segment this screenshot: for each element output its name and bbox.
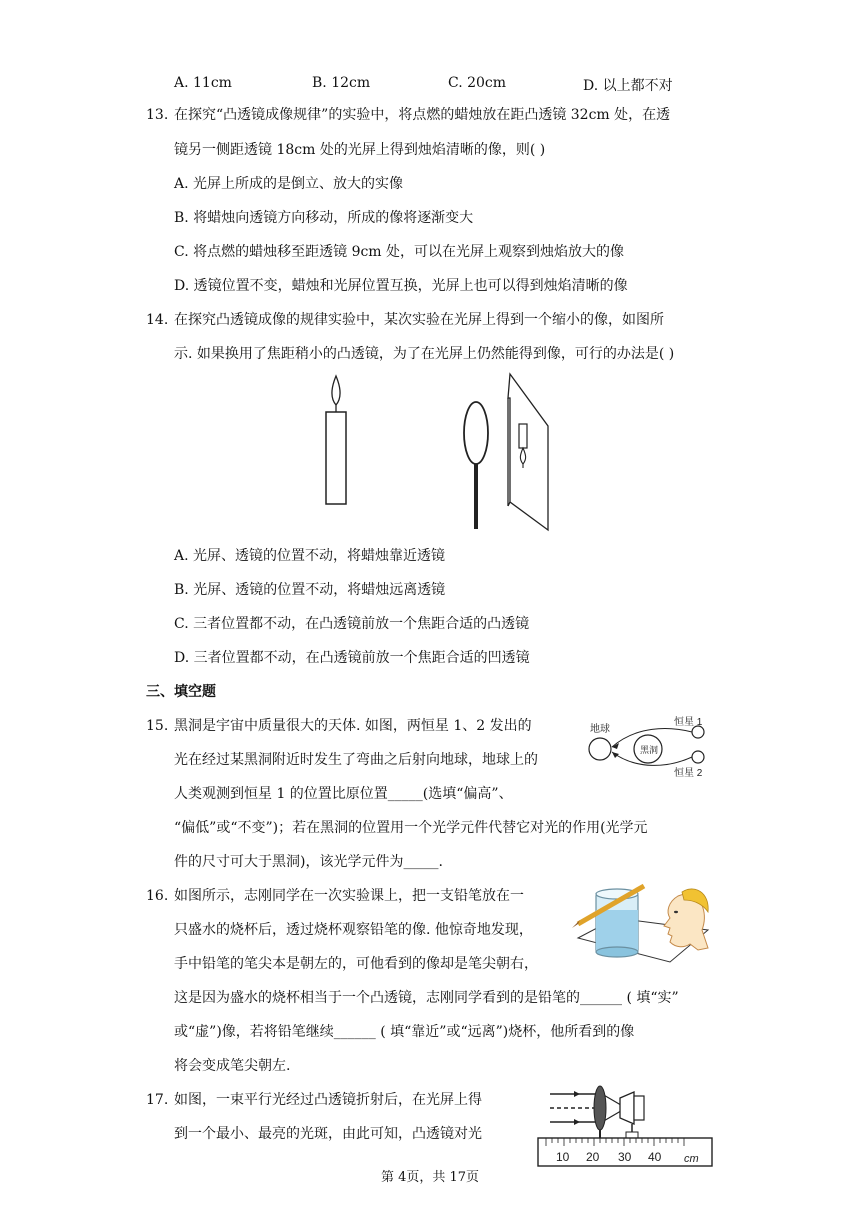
question-text: 或“虚”)像，若将铅笔继续______ ( 填“靠近”或“远离”)烧杯，他所看到的像 (174, 1024, 635, 1040)
question-text: 如图所示，志刚同学在一次实验课上，把一支铅笔放在一 (174, 888, 524, 904)
convex-lens-icon (594, 1086, 606, 1130)
q13-option-a: A. 光屏上所成的是倒立、放大的实像 (174, 176, 404, 192)
ruler (538, 1138, 712, 1166)
question-text: 这是因为盛水的烧杯相当于一个凸透镜，志刚同学看到的是铅笔的______ ( 填“实” (174, 990, 679, 1006)
earth-icon (589, 738, 611, 760)
question-text: 黑洞是宇宙中质量很大的天体. 如图，两恒星 1、2 发出的 (174, 718, 532, 734)
ruler-unit: cm (684, 1153, 699, 1165)
convex-lens-icon (464, 402, 488, 529)
star-2-label: 恒星 2 (674, 768, 703, 778)
candle-icon (326, 376, 346, 504)
face-icon (664, 889, 708, 950)
question-text: 在探究凸透镜成像的规律实验中，某次实验在光屏上得到一个缩小的像，如图所 (174, 312, 664, 328)
q14-option-c: C. 三者位置都不动，在凸透镜前放一个焦距合适的凸透镜 (174, 616, 530, 632)
question-text: 到一个最小、最亮的光斑，由此可知，凸透镜对光 (174, 1126, 482, 1142)
q12-option-c: C. 20cm (448, 75, 507, 91)
ruler-label: 30 (618, 1150, 632, 1164)
ruler-label: 20 (586, 1150, 600, 1164)
q12-option-d: D. 以上都不对 (583, 78, 673, 94)
q12-option-b: B. 12cm (312, 75, 371, 91)
question-text: 手中铅笔的笔尖本是朝左的，可他看到的像却是笔尖朝右， (174, 956, 538, 972)
section-title: 三、填空题 (146, 684, 216, 700)
question-text: 只盛水的烧杯后，透过烧杯观察铅笔的像. 他惊奇地发现， (174, 922, 533, 938)
q13-option-c: C. 将点燃的蜡烛移至距透镜 9cm 处，可以在光屏上观察到烛焰放大的像 (174, 244, 625, 260)
question-text: 镜另一侧距透镜 18cm 处的光屏上得到烛焰清晰的像，则( ) (174, 142, 546, 158)
black-hole-figure (586, 712, 712, 778)
earth-label: 地球 (590, 724, 610, 735)
question-text: 示. 如果换用了焦距稍小的凸透镜，为了在光屏上仍然能得到像，可行的办法是( ) (174, 346, 675, 362)
optical-bench-figure (534, 1082, 714, 1168)
light-screen-icon (508, 374, 548, 530)
question-text: 光在经过某黑洞附近时发生了弯曲之后射向地球，地球上的 (174, 752, 538, 768)
star-1-label: 恒星 1 (674, 717, 703, 728)
q14-option-d: D. 三者位置都不动，在凸透镜前放一个焦距合适的凹透镜 (174, 650, 530, 666)
ruler-label: 40 (648, 1150, 662, 1164)
question-text: 如图，一束平行光经过凸透镜折射后，在光屏上得 (174, 1092, 482, 1108)
question-number: 16. (146, 888, 169, 904)
ruler-label: 10 (556, 1150, 570, 1164)
q13-option-d: D. 透镜位置不变，蜡烛和光屏位置互换，光屏上也可以得到烛焰清晰的像 (174, 278, 628, 294)
question-text: 在探究“凸透镜成像规律”的实验中，将点燃的蜡烛放在距凸透镜 32cm 处，在透 (174, 107, 671, 123)
question-number: 15. (146, 718, 169, 734)
light-screen-icon (620, 1092, 644, 1140)
question-number: 17. (146, 1092, 169, 1108)
question-text: 人类观测到恒星 1 的位置比原位置_____(选填“偏高”、 (174, 786, 513, 802)
parallel-light-rays (550, 1091, 626, 1125)
question-text: “偏低”或“不变”)；若在黑洞的位置用一个光学元件代替它对光的作用(光学元 (174, 820, 648, 836)
q13-option-b: B. 将蜡烛向透镜方向移动，所成的像将逐渐变大 (174, 210, 474, 226)
question-number: 14. (146, 312, 169, 328)
q12-option-a: A. 11cm (174, 75, 232, 91)
page-footer: 第 4页，共 17页 (380, 1170, 480, 1185)
q14-option-a: A. 光屏、透镜的位置不动，将蜡烛靠近透镜 (174, 548, 446, 564)
star-2-icon (692, 751, 704, 763)
black-hole-label: 黑洞 (640, 745, 659, 755)
question-text: 件的尺寸可大于黑洞)，该光学元件为_____. (174, 854, 443, 870)
question-number: 13. (146, 107, 169, 123)
question-text: 将会变成笔尖朝左. (174, 1058, 291, 1074)
beaker-pencil-figure (572, 878, 714, 974)
candle-lens-screen-figure (316, 368, 556, 533)
q14-option-b: B. 光屏、透镜的位置不动，将蜡烛远离透镜 (174, 582, 446, 598)
